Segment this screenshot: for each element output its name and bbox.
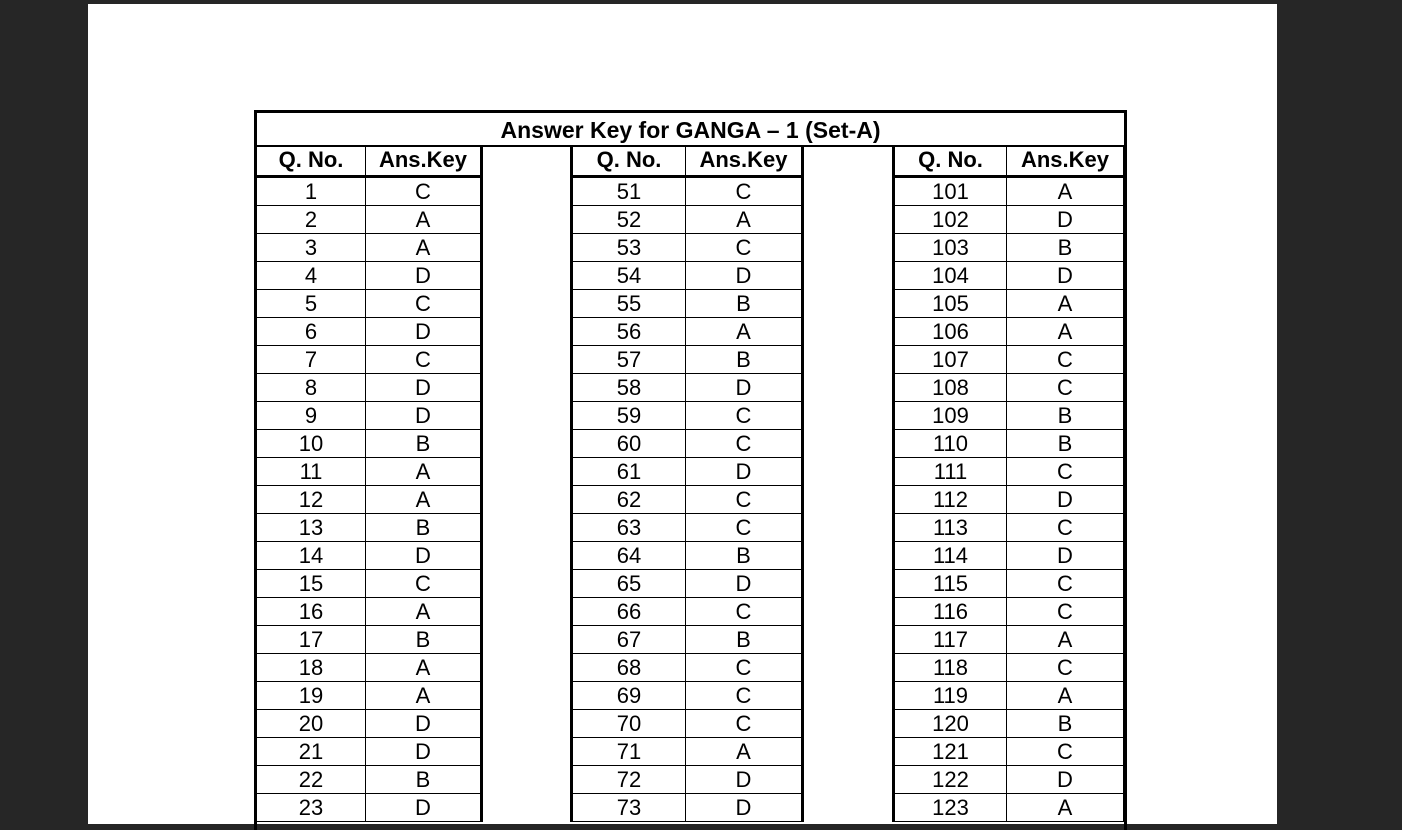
table-row xyxy=(894,262,1125,290)
answer-key-cell: B xyxy=(366,626,482,654)
question-number-cell: 110 xyxy=(894,430,1007,458)
question-number-cell: 123 xyxy=(894,794,1007,822)
anskey-header: Ans.Key xyxy=(686,145,803,177)
question-number-cell: 114 xyxy=(894,542,1007,570)
question-number-cell: 12 xyxy=(256,486,366,514)
question-number-cell: 111 xyxy=(894,458,1007,486)
answer-key-cell: C xyxy=(686,234,803,262)
question-number-cell: 63 xyxy=(572,514,686,542)
table-row xyxy=(894,374,1125,402)
answer-block-1 xyxy=(254,145,483,822)
answer-key-cell: C xyxy=(1007,346,1125,374)
question-number-cell: 1 xyxy=(256,177,366,206)
table-row xyxy=(572,542,803,570)
table-row xyxy=(572,346,803,374)
answer-key-cell: A xyxy=(366,458,482,486)
question-number-cell: 121 xyxy=(894,738,1007,766)
table-row xyxy=(256,206,482,234)
answer-key-cell: A xyxy=(1007,794,1125,822)
table-row xyxy=(256,570,482,598)
answer-key-cell: D xyxy=(366,262,482,290)
table-row xyxy=(256,177,482,206)
table-row xyxy=(256,402,482,430)
question-number-cell: 67 xyxy=(572,626,686,654)
table-row xyxy=(572,290,803,318)
question-number-cell: 10 xyxy=(256,430,366,458)
table-row xyxy=(256,430,482,458)
table-row xyxy=(572,626,803,654)
table-row xyxy=(572,374,803,402)
table-row xyxy=(894,234,1125,262)
question-number-cell: 57 xyxy=(572,346,686,374)
answer-key-cell: A xyxy=(1007,682,1125,710)
table-row xyxy=(572,682,803,710)
question-number-cell: 3 xyxy=(256,234,366,262)
answer-key-cell: A xyxy=(366,682,482,710)
question-number-cell: 15 xyxy=(256,570,366,598)
table-row xyxy=(256,234,482,262)
table-row xyxy=(894,738,1125,766)
answer-key-cell: A xyxy=(366,234,482,262)
answer-key-cell: C xyxy=(1007,374,1125,402)
table-row xyxy=(894,542,1125,570)
question-number-cell: 23 xyxy=(256,794,366,822)
question-number-cell: 6 xyxy=(256,318,366,346)
table-row xyxy=(894,177,1125,206)
table-row xyxy=(572,570,803,598)
answer-key-cell: A xyxy=(1007,290,1125,318)
question-number-cell: 70 xyxy=(572,710,686,738)
answer-key-cell: D xyxy=(686,458,803,486)
answer-key-cell: C xyxy=(1007,514,1125,542)
question-number-cell: 51 xyxy=(572,177,686,206)
header-row xyxy=(572,145,803,177)
question-number-cell: 9 xyxy=(256,402,366,430)
question-number-cell: 54 xyxy=(572,262,686,290)
answer-key-cell: A xyxy=(366,206,482,234)
table-row xyxy=(256,290,482,318)
answer-key-cell: D xyxy=(686,570,803,598)
table-row xyxy=(572,598,803,626)
table-row xyxy=(894,290,1125,318)
answer-key-cell: B xyxy=(686,542,803,570)
answer-key-cell: B xyxy=(1007,710,1125,738)
table-row xyxy=(572,738,803,766)
answer-key-cell: D xyxy=(366,794,482,822)
table-row xyxy=(894,346,1125,374)
question-number-cell: 4 xyxy=(256,262,366,290)
answer-key-cell: D xyxy=(366,374,482,402)
answer-key-cell: C xyxy=(686,682,803,710)
question-number-cell: 105 xyxy=(894,290,1007,318)
table-row xyxy=(256,766,482,794)
answer-key-cell: C xyxy=(686,486,803,514)
answer-key-cell: C xyxy=(686,177,803,206)
answer-key-cell: B xyxy=(686,290,803,318)
answer-key-cell: A xyxy=(366,654,482,682)
question-number-cell: 16 xyxy=(256,598,366,626)
table-row xyxy=(256,486,482,514)
table-row xyxy=(894,570,1125,598)
answer-key-cell: A xyxy=(1007,626,1125,654)
question-number-cell: 17 xyxy=(256,626,366,654)
question-number-cell: 2 xyxy=(256,206,366,234)
answer-key-cell: A xyxy=(1007,177,1125,206)
table-row xyxy=(572,654,803,682)
table-row xyxy=(256,738,482,766)
answer-key-cell: B xyxy=(366,766,482,794)
question-number-cell: 20 xyxy=(256,710,366,738)
qno-header: Q. No. xyxy=(894,145,1007,177)
answer-key-cell: D xyxy=(366,318,482,346)
answer-key-cell: C xyxy=(686,654,803,682)
table-row xyxy=(256,542,482,570)
answer-key-cell: D xyxy=(1007,486,1125,514)
table-row xyxy=(256,318,482,346)
table-row xyxy=(256,346,482,374)
question-number-cell: 103 xyxy=(894,234,1007,262)
answer-key-cell: C xyxy=(1007,598,1125,626)
table-row xyxy=(256,514,482,542)
table-row xyxy=(894,598,1125,626)
answer-key-cell: D xyxy=(686,262,803,290)
table-row xyxy=(894,430,1125,458)
table-row xyxy=(256,262,482,290)
table-row xyxy=(894,318,1125,346)
table-row xyxy=(572,177,803,206)
table-row xyxy=(894,766,1125,794)
answer-key-cell: A xyxy=(686,206,803,234)
answer-key-cell: C xyxy=(686,402,803,430)
answer-key-title: Answer Key for GANGA – 1 (Set-A) xyxy=(254,113,1127,147)
table-row xyxy=(572,766,803,794)
question-number-cell: 69 xyxy=(572,682,686,710)
table-row xyxy=(572,430,803,458)
question-number-cell: 115 xyxy=(894,570,1007,598)
answer-key-cell: B xyxy=(1007,430,1125,458)
question-number-cell: 19 xyxy=(256,682,366,710)
table-row xyxy=(256,626,482,654)
answer-key-cell: D xyxy=(1007,542,1125,570)
answer-key-cell: B xyxy=(366,514,482,542)
question-number-cell: 104 xyxy=(894,262,1007,290)
question-number-cell: 53 xyxy=(572,234,686,262)
table-row xyxy=(572,262,803,290)
answer-key-cell: A xyxy=(1007,318,1125,346)
answer-key-cell: C xyxy=(1007,654,1125,682)
table-row xyxy=(256,654,482,682)
answer-key-cell: B xyxy=(366,430,482,458)
answer-key-cell: C xyxy=(366,177,482,206)
answer-key-cell: A xyxy=(686,318,803,346)
question-number-cell: 61 xyxy=(572,458,686,486)
question-number-cell: 68 xyxy=(572,654,686,682)
table-row xyxy=(256,710,482,738)
table-row xyxy=(572,458,803,486)
table-row xyxy=(572,206,803,234)
answer-key-cell: B xyxy=(686,626,803,654)
answer-key-cell: B xyxy=(1007,234,1125,262)
table-row xyxy=(256,598,482,626)
question-number-cell: 5 xyxy=(256,290,366,318)
header-row xyxy=(256,145,482,177)
answer-key-cell: A xyxy=(366,598,482,626)
answer-key-cell: C xyxy=(686,598,803,626)
answer-key-cell: C xyxy=(366,346,482,374)
answer-key-cell: A xyxy=(686,738,803,766)
answer-key-cell: D xyxy=(366,710,482,738)
answer-key-cell: D xyxy=(1007,262,1125,290)
anskey-header: Ans.Key xyxy=(1007,145,1125,177)
table-row xyxy=(256,374,482,402)
question-number-cell: 62 xyxy=(572,486,686,514)
answer-key-cell: B xyxy=(1007,402,1125,430)
question-number-cell: 117 xyxy=(894,626,1007,654)
question-number-cell: 72 xyxy=(572,766,686,794)
table-row xyxy=(572,486,803,514)
qno-header: Q. No. xyxy=(572,145,686,177)
answer-key-cell: D xyxy=(1007,206,1125,234)
question-number-cell: 107 xyxy=(894,346,1007,374)
question-number-cell: 7 xyxy=(256,346,366,374)
question-number-cell: 116 xyxy=(894,598,1007,626)
question-number-cell: 109 xyxy=(894,402,1007,430)
answer-key-cell: C xyxy=(686,514,803,542)
answer-key-cell: D xyxy=(1007,766,1125,794)
question-number-cell: 60 xyxy=(572,430,686,458)
question-number-cell: 112 xyxy=(894,486,1007,514)
table-row xyxy=(894,654,1125,682)
question-number-cell: 22 xyxy=(256,766,366,794)
question-number-cell: 65 xyxy=(572,570,686,598)
question-number-cell: 64 xyxy=(572,542,686,570)
table-row xyxy=(572,402,803,430)
question-number-cell: 59 xyxy=(572,402,686,430)
answer-key-cell: D xyxy=(686,794,803,822)
question-number-cell: 58 xyxy=(572,374,686,402)
answer-key-cell: C xyxy=(1007,570,1125,598)
table-row xyxy=(256,458,482,486)
question-number-cell: 18 xyxy=(256,654,366,682)
answer-key-cell: A xyxy=(366,486,482,514)
question-number-cell: 52 xyxy=(572,206,686,234)
question-number-cell: 13 xyxy=(256,514,366,542)
table-row xyxy=(256,682,482,710)
question-number-cell: 102 xyxy=(894,206,1007,234)
answer-block-2 xyxy=(570,145,804,822)
question-number-cell: 113 xyxy=(894,514,1007,542)
answer-key-cell: C xyxy=(686,710,803,738)
answer-key-cell: D xyxy=(366,738,482,766)
question-number-cell: 56 xyxy=(572,318,686,346)
table-row xyxy=(894,514,1125,542)
table-row xyxy=(894,402,1125,430)
question-number-cell: 119 xyxy=(894,682,1007,710)
header-row xyxy=(894,145,1125,177)
question-number-cell: 118 xyxy=(894,654,1007,682)
question-number-cell: 120 xyxy=(894,710,1007,738)
answer-key-cell: B xyxy=(686,346,803,374)
answer-block-3 xyxy=(892,145,1126,822)
table-row xyxy=(572,514,803,542)
answer-key-cell: C xyxy=(366,290,482,318)
question-number-cell: 108 xyxy=(894,374,1007,402)
question-number-cell: 55 xyxy=(572,290,686,318)
table-row xyxy=(894,626,1125,654)
answer-key-cell: D xyxy=(366,402,482,430)
answer-key-cell: D xyxy=(686,766,803,794)
question-number-cell: 66 xyxy=(572,598,686,626)
table-row xyxy=(894,486,1125,514)
answer-key-cell: C xyxy=(1007,738,1125,766)
anskey-header: Ans.Key xyxy=(366,145,482,177)
table-row xyxy=(572,318,803,346)
question-number-cell: 14 xyxy=(256,542,366,570)
answer-key-cell: D xyxy=(686,374,803,402)
question-number-cell: 8 xyxy=(256,374,366,402)
question-number-cell: 71 xyxy=(572,738,686,766)
answer-key-cell: C xyxy=(686,430,803,458)
table-row xyxy=(894,458,1125,486)
question-number-cell: 73 xyxy=(572,794,686,822)
question-number-cell: 106 xyxy=(894,318,1007,346)
qno-header: Q. No. xyxy=(256,145,366,177)
table-row xyxy=(572,234,803,262)
question-number-cell: 21 xyxy=(256,738,366,766)
table-row xyxy=(894,682,1125,710)
table-row xyxy=(894,710,1125,738)
question-number-cell: 122 xyxy=(894,766,1007,794)
answer-key-cell: C xyxy=(366,570,482,598)
answer-key-cell: C xyxy=(1007,458,1125,486)
question-number-cell: 11 xyxy=(256,458,366,486)
answer-key-cell: D xyxy=(366,542,482,570)
table-row xyxy=(894,206,1125,234)
question-number-cell: 101 xyxy=(894,177,1007,206)
table-row xyxy=(572,710,803,738)
